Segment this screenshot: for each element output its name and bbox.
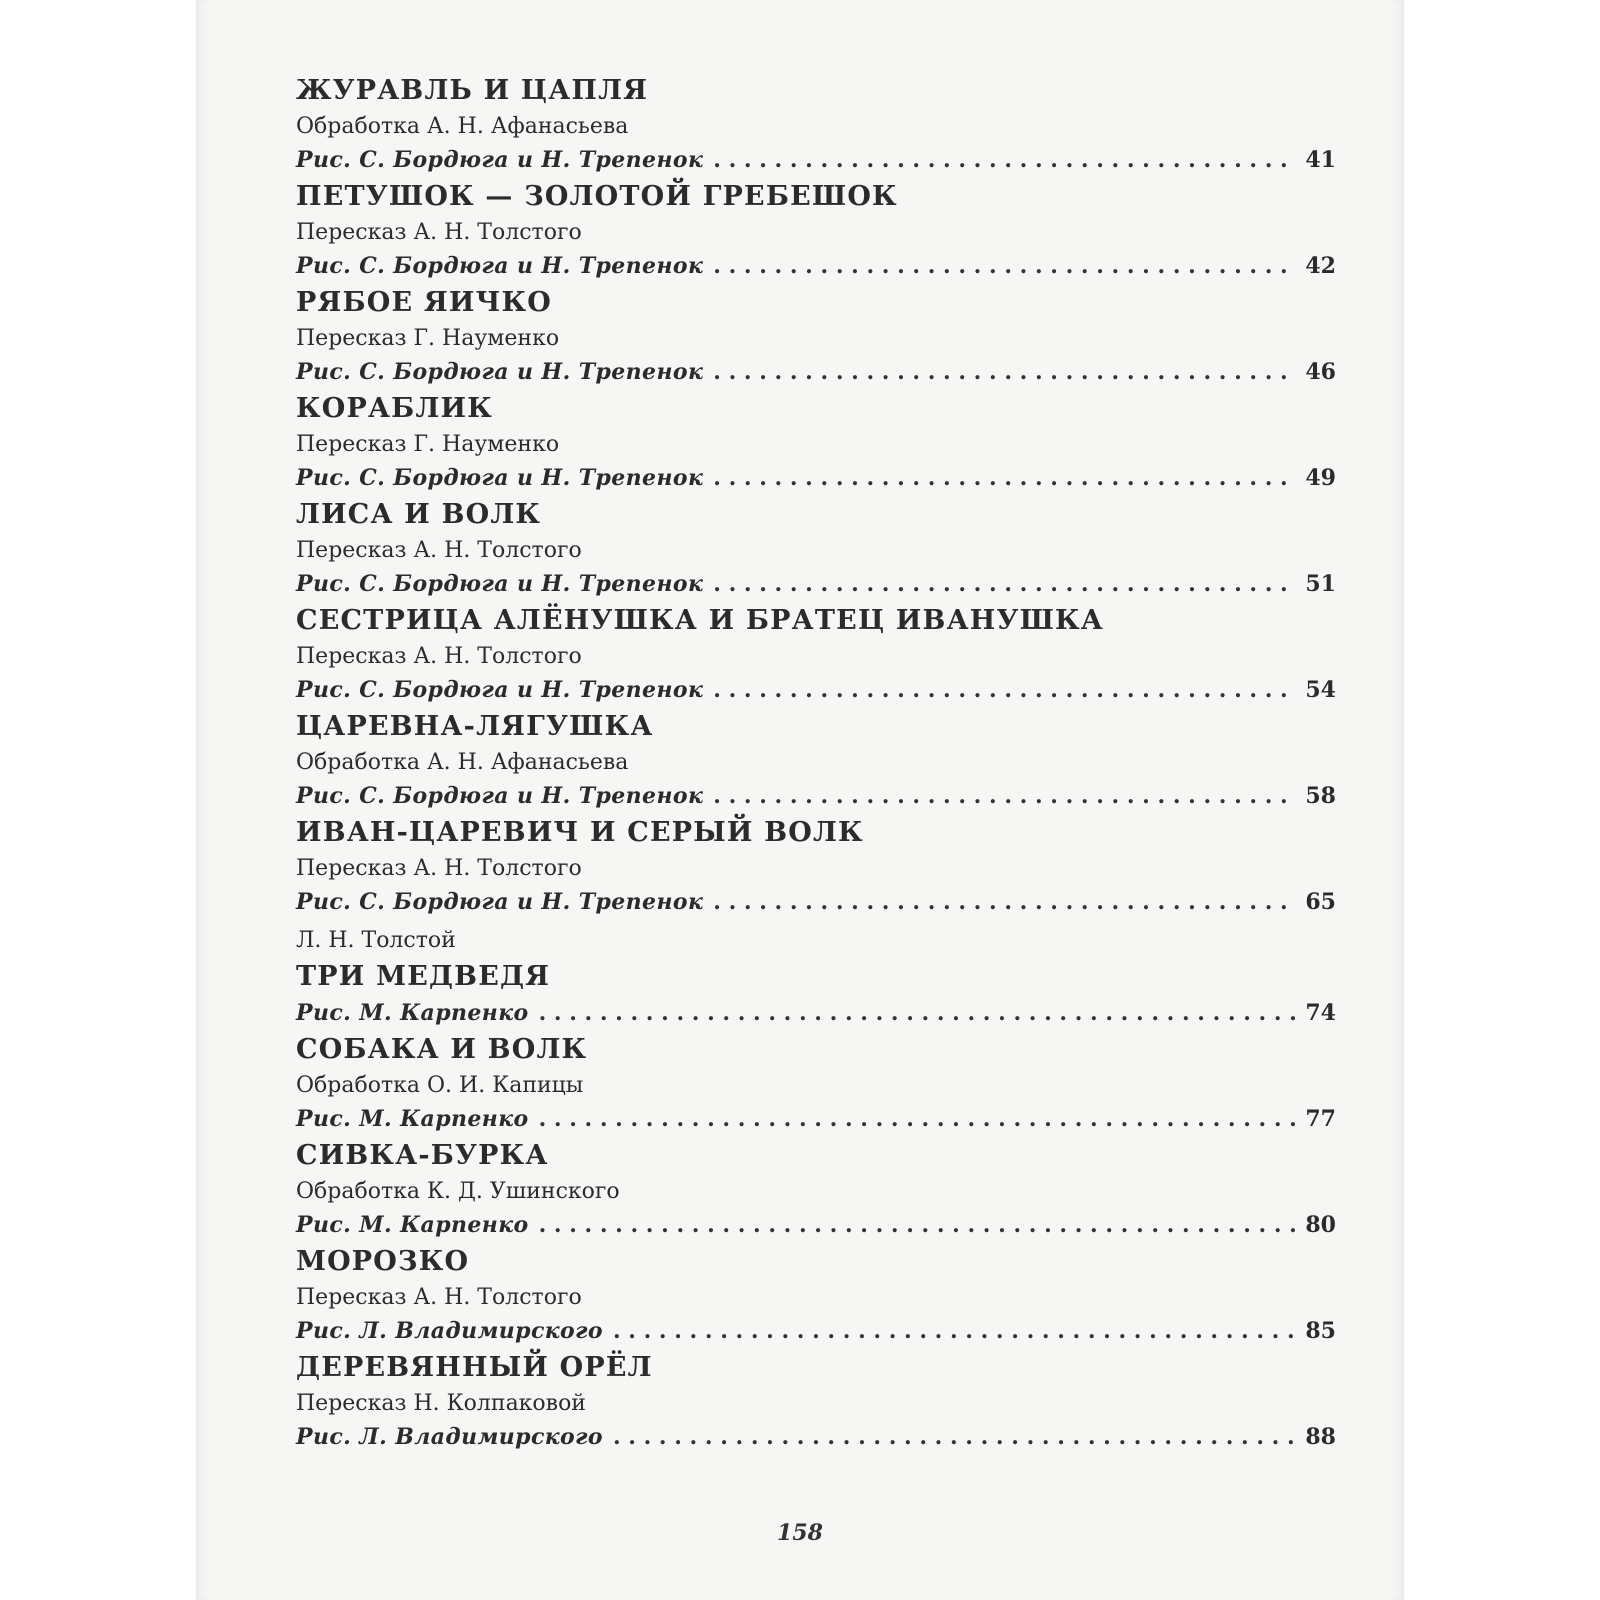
entry-illustrator: Рис. С. Бордюга и Н. Трепенок xyxy=(296,465,704,491)
entry-illustrator: Рис. М. Карпенко xyxy=(296,1106,529,1132)
entry-illustrator-row xyxy=(296,461,1336,496)
entry-page-number: 80 xyxy=(1305,1212,1336,1238)
dot-leader xyxy=(539,1102,1296,1137)
entry-illustrator: Рис. С. Бордюга и Н. Трепенок xyxy=(296,677,704,703)
entry-illustrator-row xyxy=(296,996,1336,1031)
entry-illustrator: Рис. С. Бордюга и Н. Трепенок xyxy=(296,889,704,915)
entry-page-number: 85 xyxy=(1305,1318,1336,1344)
dot-leader xyxy=(539,1208,1296,1243)
entry-illustrator-row xyxy=(296,1208,1336,1243)
entry-illustrator-row xyxy=(296,249,1336,284)
toc-entry xyxy=(296,1243,1336,1349)
entry-illustrator-row xyxy=(296,143,1336,178)
entry-credit: Обработка О. И. Капицы xyxy=(296,1073,584,1098)
right-margin xyxy=(1404,0,1600,1600)
entry-illustrator-row xyxy=(296,355,1336,390)
entry-page-number: 41 xyxy=(1305,147,1336,173)
dot-leader xyxy=(713,673,1295,708)
toc-entry xyxy=(296,1031,1336,1137)
toc-entry xyxy=(296,496,1336,602)
toc-entry xyxy=(296,924,1336,1031)
dot-leader xyxy=(613,1314,1295,1349)
dot-leader xyxy=(613,1420,1295,1455)
entry-illustrator-row xyxy=(296,1420,1336,1455)
entry-illustrator: Рис. С. Бордюга и Н. Трепенок xyxy=(296,783,704,809)
toc-entry xyxy=(296,284,1336,390)
toc-entry xyxy=(296,178,1336,284)
entry-title: ПЕТУШОК — ЗОЛОТОЙ ГРЕБЕШОК xyxy=(296,181,898,212)
entry-page-number: 51 xyxy=(1305,571,1336,597)
entry-illustrator: Рис. С. Бордюга и Н. Трепенок xyxy=(296,571,704,597)
entry-title: ЛИСА И ВОЛК xyxy=(296,499,542,530)
toc-entry xyxy=(296,72,1336,178)
entry-title: СОБАКА И ВОЛК xyxy=(296,1034,588,1065)
entry-illustrator: Рис. М. Карпенко xyxy=(296,1212,529,1238)
entry-title: ДЕРЕВЯННЫЙ ОРЁЛ xyxy=(296,1352,653,1383)
entry-credit: Пересказ А. Н. Толстого xyxy=(296,644,582,669)
entry-page-number: 88 xyxy=(1305,1424,1336,1450)
dot-leader xyxy=(713,249,1295,284)
entry-credit: Пересказ А. Н. Толстого xyxy=(296,538,582,563)
dot-leader xyxy=(713,461,1295,496)
entry-title: ИВАН-ЦАРЕВИЧ И СЕРЫЙ ВОЛК xyxy=(296,817,864,848)
left-margin xyxy=(0,0,196,1600)
toc-entry xyxy=(296,390,1336,496)
entry-title: КОРАБЛИК xyxy=(296,393,493,424)
entry-illustrator: Рис. Л. Владимирского xyxy=(296,1424,603,1450)
entry-illustrator-row xyxy=(296,779,1336,814)
toc-entry xyxy=(296,1137,1336,1243)
entry-page-number: 54 xyxy=(1305,677,1336,703)
entry-credit: Пересказ А. Н. Толстого xyxy=(296,220,582,245)
entry-title: РЯБОЕ ЯИЧКО xyxy=(296,287,552,318)
table-of-contents xyxy=(296,72,1336,1455)
dot-leader xyxy=(539,996,1296,1031)
entry-title: СИВКА-БУРКА xyxy=(296,1140,549,1171)
entry-credit: Пересказ А. Н. Толстого xyxy=(296,1285,582,1310)
entry-credit: Пересказ Н. Колпаковой xyxy=(296,1391,586,1416)
entry-illustrator-row xyxy=(296,673,1336,708)
entry-credit: Обработка А. Н. Афанасьева xyxy=(296,750,629,775)
entry-page-number: 49 xyxy=(1305,465,1336,491)
entry-illustrator-row xyxy=(296,885,1336,920)
dot-leader xyxy=(713,567,1295,602)
entry-page-number: 74 xyxy=(1305,1000,1336,1026)
entry-illustrator: Рис. С. Бордюга и Н. Трепенок xyxy=(296,359,704,385)
entry-page-number: 65 xyxy=(1305,889,1336,915)
dot-leader xyxy=(713,779,1295,814)
toc-entry xyxy=(296,814,1336,920)
entry-credit: Пересказ Г. Науменко xyxy=(296,326,560,351)
entry-author: Л. Н. Толстой xyxy=(296,928,456,953)
entry-page-number: 46 xyxy=(1305,359,1336,385)
toc-entry xyxy=(296,708,1336,814)
entry-credit: Обработка К. Д. Ушинского xyxy=(296,1179,620,1204)
entry-page-number: 77 xyxy=(1305,1106,1336,1132)
entry-title: МОРОЗКО xyxy=(296,1246,470,1277)
entry-credit: Пересказ А. Н. Толстого xyxy=(296,856,582,881)
entry-title: ТРИ МЕДВЕДЯ xyxy=(296,961,551,992)
entry-page-number: 42 xyxy=(1305,253,1336,279)
entry-illustrator-row xyxy=(296,567,1336,602)
entry-title: ЦАРЕВНА-ЛЯГУШКА xyxy=(296,711,654,742)
dot-leader xyxy=(713,885,1295,920)
entry-illustrator-row xyxy=(296,1314,1336,1349)
page-number-footer: 158 xyxy=(777,1520,823,1546)
entry-title: ЖУРАВЛЬ И ЦАПЛЯ xyxy=(296,75,649,106)
entry-credit: Обработка А. Н. Афанасьева xyxy=(296,114,629,139)
entry-illustrator: Рис. С. Бордюга и Н. Трепенок xyxy=(296,147,704,173)
entry-illustrator: Рис. М. Карпенко xyxy=(296,1000,529,1026)
dot-leader xyxy=(713,143,1295,178)
dot-leader xyxy=(713,355,1295,390)
entry-illustrator: Рис. С. Бордюга и Н. Трепенок xyxy=(296,253,704,279)
entry-page-number: 58 xyxy=(1305,783,1336,809)
entry-title: СЕСТРИЦА АЛЁНУШКА И БРАТЕЦ ИВАНУШКА xyxy=(296,605,1104,636)
entry-credit: Пересказ Г. Науменко xyxy=(296,432,560,457)
toc-entry xyxy=(296,1349,1336,1455)
entry-illustrator-row xyxy=(296,1102,1336,1137)
entry-illustrator: Рис. Л. Владимирского xyxy=(296,1318,603,1344)
toc-entry xyxy=(296,602,1336,708)
